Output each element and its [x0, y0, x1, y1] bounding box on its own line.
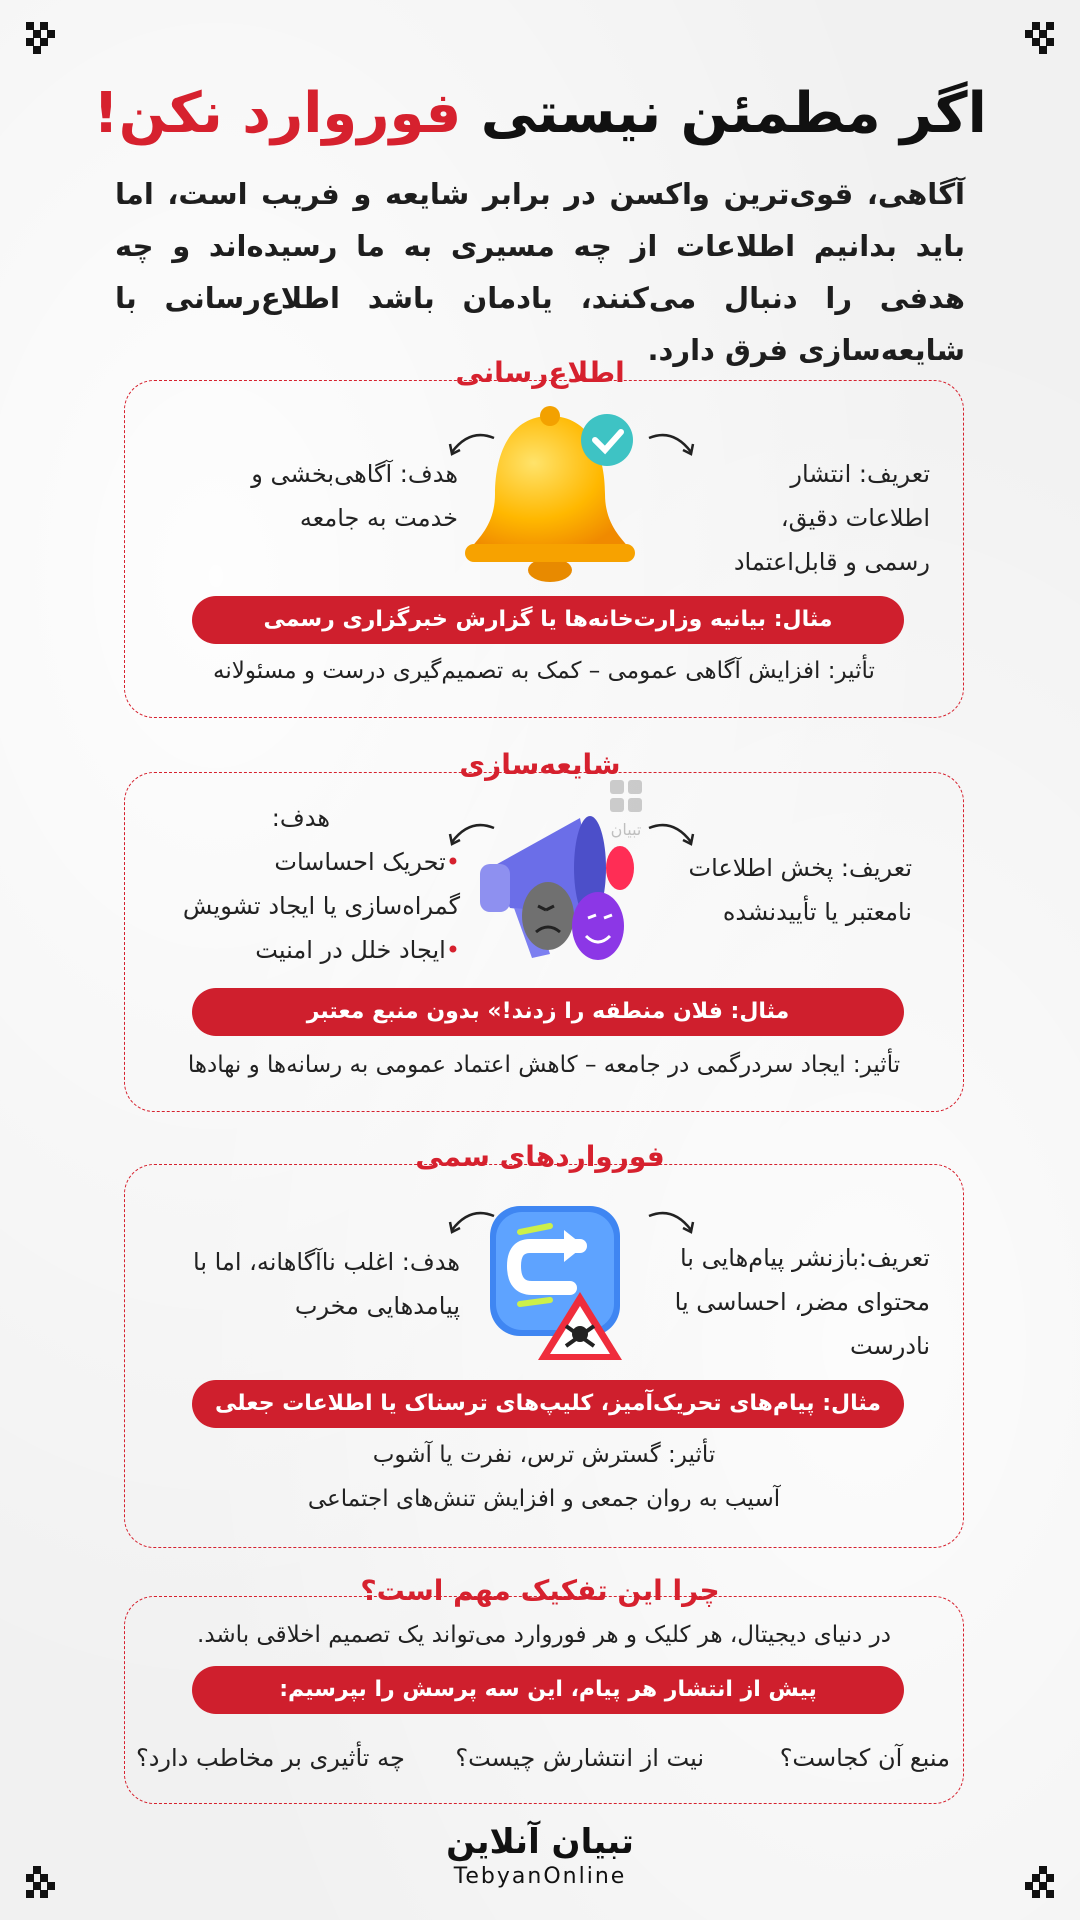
watermark-icon — [606, 776, 646, 816]
corner-ornament — [26, 22, 62, 58]
informing-definition: تعریف: انتشار اطلاعات دقیق، رسمی و قابل‌اعتماد — [733, 460, 930, 576]
arrow-icon — [645, 1206, 699, 1240]
section-title-informing: اطلاع‌رسانی — [455, 356, 625, 389]
title-part1: اگر مطمئن نیستی — [480, 81, 987, 146]
watermark-text: تبیان — [610, 820, 642, 839]
informing-goal: هدف: آگاهی‌بخشی و خدمت به جامعه — [251, 460, 458, 532]
why-bar: پیش از انتشار هر پیام، این سه پرسش را بپرسیم: — [192, 1666, 904, 1714]
section-title-why: چرا این تفکیک مهم است؟ — [360, 1574, 720, 1607]
informing-effect: تأثیر: افزایش آگاهی عمومی – کمک به تصمیم‌گیری درست و مسئولانه — [213, 658, 875, 684]
toxic-goal: هدف: اغلب ناآگاهانه، اما با پیامدهایی مخرب — [193, 1248, 460, 1320]
page-title — [0, 78, 1080, 150]
intro-paragraph: آگاهی، قوی‌ترین واکسن در برابر شایعه و فریب است، اما باید بدانیم اطلاعات از چه مسیری به ما رسیده‌اند و چه هدفی را دنبال می‌کنند، یادمان باشد اطلاع‌رسانی با شایعه‌سازی فرق دارد. — [115, 177, 965, 367]
section-title-toxic-forwards: فورواردهای سمی — [415, 1140, 665, 1173]
toxic-definition: تعریف:بازنشر پیام‌هایی با محتوای مضر، احساسی یا نادرست — [674, 1244, 930, 1360]
list-item: گمراه‌سازی یا ایجاد تشویش — [182, 892, 460, 920]
brand-logo — [0, 1822, 1080, 1892]
forward-warning-icon — [480, 1196, 640, 1366]
rumor-example: مثال: فلان منطقه را زدند!» بدون منبع معتبر — [192, 988, 904, 1036]
bell-icon — [455, 404, 645, 584]
rumor-effect: تأثیر: ایجاد سردرگمی در جامعه – کاهش اعتماد عمومی به رسانه‌ها و نهادها — [187, 1052, 901, 1078]
watermark — [596, 776, 656, 839]
arrow-icon — [645, 428, 699, 462]
question-intent: نیت از انتشارش چیست؟ — [455, 1744, 704, 1772]
section-title-rumor: شایعه‌سازی — [459, 748, 621, 781]
logo-en: TebyanOnline — [453, 1864, 627, 1889]
rumor-definition: تعریف: پخش اطلاعات نامعتبر یا تأییدنشده — [688, 854, 912, 926]
title-part2: فوروارد نکن! — [93, 81, 462, 146]
question-impact: چه تأثیری بر مخاطب دارد؟ — [136, 1744, 405, 1772]
rumor-goal-label: هدف: — [271, 804, 330, 832]
corner-ornament — [1018, 22, 1054, 58]
toxic-example: مثال: پیام‌های تحریک‌آمیز، کلیپ‌های ترسناک یا اطلاعات جعلی — [192, 1380, 904, 1428]
toxic-effect-line2: آسیب به روان جمعی و افزایش تنش‌های اجتماعی — [307, 1486, 781, 1512]
why-text: در دنیای دیجیتال، هر کلیک و هر فوروارد می‌تواند یک تصمیم اخلاقی باشد. — [197, 1622, 891, 1648]
logo-fa: تبیان آنلاین — [446, 1822, 634, 1862]
informing-example: مثال: بیانیه وزارت‌خانه‌ها یا گزارش خبرگزاری رسمی — [192, 596, 904, 644]
toxic-effect-line1: تأثیر: گسترش ترس، نفرت یا آشوب — [372, 1442, 716, 1468]
list-item: •تحریک احساسات — [274, 848, 460, 876]
question-source: منبع آن کجاست؟ — [779, 1744, 950, 1772]
rumor-goal — [150, 796, 460, 972]
list-item: •ایجاد خلل در امنیت — [255, 936, 460, 964]
